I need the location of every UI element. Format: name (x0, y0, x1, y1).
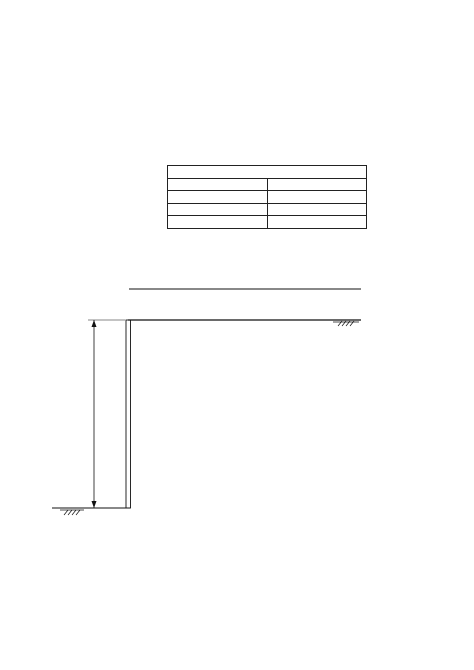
wall-face (126, 320, 131, 508)
height-dimension (88, 320, 125, 508)
base-hatch (60, 510, 84, 515)
surface-hatch (333, 321, 359, 326)
